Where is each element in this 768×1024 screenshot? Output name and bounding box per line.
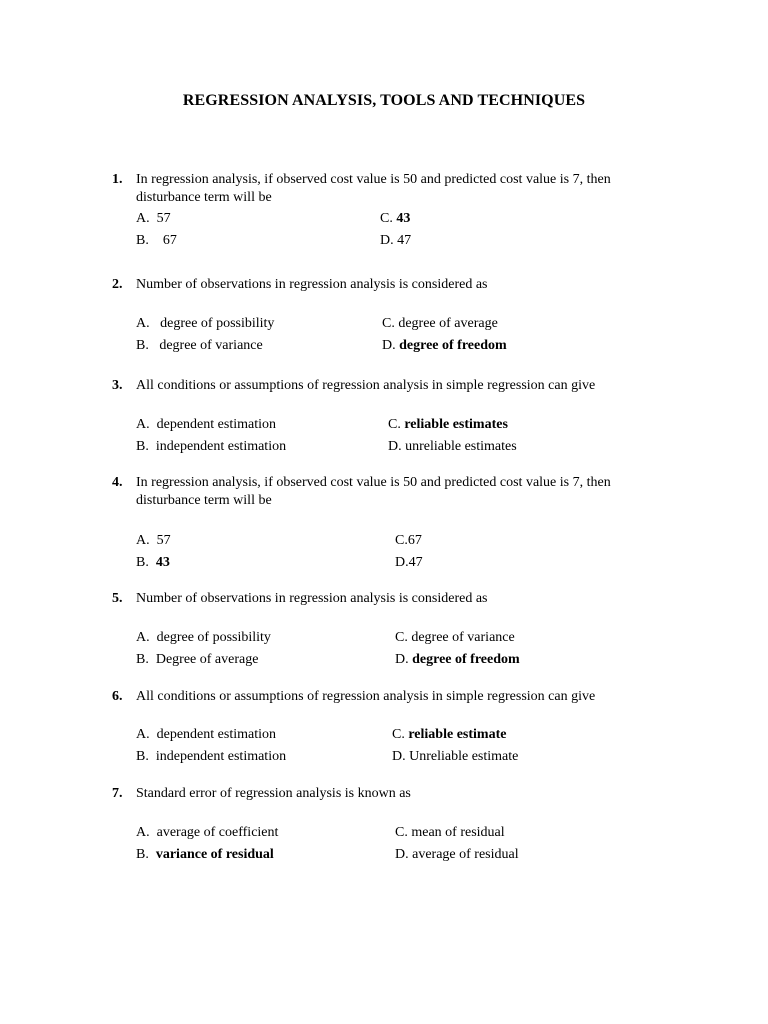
option-letter: C. <box>395 630 412 645</box>
option-b <box>136 438 286 456</box>
option-text: Degree of average <box>155 652 259 667</box>
option-c <box>392 726 506 744</box>
correct-answer-text: reliable estimate <box>408 727 507 742</box>
option-text: independent estimation <box>155 749 287 764</box>
option-b <box>136 232 177 250</box>
option-letter: D. <box>382 338 400 353</box>
option-letter: A. <box>136 727 157 742</box>
option-text: unreliable estimates <box>405 439 517 454</box>
question-text: All conditions or assumptions of regression analysis in simple regression can give <box>136 378 596 393</box>
option-letter: A. <box>136 825 157 840</box>
correct-answer-text: reliable estimates <box>404 417 508 432</box>
option-letter: A. <box>136 211 157 226</box>
option-text: independent estimation <box>155 439 287 454</box>
option-text: 67 <box>407 533 422 548</box>
option-letter: B. <box>136 555 156 570</box>
option-letter: B. <box>136 847 156 862</box>
option-d <box>382 337 507 355</box>
option-text: average of residual <box>412 847 519 862</box>
option-b <box>136 337 263 355</box>
option-d <box>388 438 517 456</box>
option-text: degree of variance <box>411 630 515 645</box>
option-d <box>380 232 411 250</box>
option-letter: C. <box>382 316 399 331</box>
option-text: average of coefficient <box>156 825 279 840</box>
option-c <box>395 532 422 550</box>
correct-answer-text: degree of freedom <box>399 338 507 353</box>
question-text: In regression analysis, if observed cost value is 50 and predicted cost value is 7, then disturbance term will be <box>136 172 611 205</box>
correct-answer-text: variance of residual <box>155 847 274 862</box>
option-a <box>136 315 274 333</box>
option-c <box>382 315 498 333</box>
option-letter: A. <box>136 417 157 432</box>
question-text: Standard error of regression analysis is known as <box>136 786 411 801</box>
option-letter: D. <box>395 652 413 667</box>
page-title: REGRESSION ANALYSIS, TOOLS AND TECHNIQUES <box>182 92 586 109</box>
question-number: 3. <box>112 378 123 393</box>
question-number: 6. <box>112 689 123 704</box>
option-d <box>392 748 518 766</box>
option-text: 57 <box>156 211 171 226</box>
option-letter: B. <box>136 233 163 248</box>
option-d <box>395 846 519 864</box>
question-text: All conditions or assumptions of regression analysis in simple regression can give <box>136 689 596 704</box>
option-text: mean of residual <box>411 825 505 840</box>
option-letter: B. <box>136 439 156 454</box>
option-letter: B. <box>136 652 156 667</box>
question-text: Number of observations in regression analysis is considered as <box>136 591 488 606</box>
question-number: 2. <box>112 277 123 292</box>
question-text: Number of observations in regression analysis is considered as <box>136 277 488 292</box>
option-b <box>136 651 258 669</box>
option-letter: A. <box>136 630 157 645</box>
option-letter: C. <box>380 211 397 226</box>
option-text: 47 <box>408 555 423 570</box>
question-text: In regression analysis, if observed cost value is 50 and predicted cost value is 7, then disturbance term will be <box>136 475 611 508</box>
option-a <box>136 726 276 744</box>
option-letter: C. <box>395 533 408 548</box>
option-a <box>136 629 271 647</box>
option-a <box>136 532 171 550</box>
option-text: 47 <box>397 233 412 248</box>
question-number: 7. <box>112 786 123 801</box>
option-text: degree of variance <box>159 338 263 353</box>
option-c <box>388 416 508 434</box>
question-number: 4. <box>112 475 123 490</box>
option-b <box>136 748 286 766</box>
option-letter: B. <box>136 749 156 764</box>
option-letter: D. <box>395 555 409 570</box>
option-letter: C. <box>388 417 405 432</box>
correct-answer-text: 43 <box>396 211 411 226</box>
option-text: dependent estimation <box>156 727 276 742</box>
option-text: dependent estimation <box>156 417 276 432</box>
option-d <box>395 651 520 669</box>
option-c <box>380 210 410 228</box>
option-text: degree of possibility <box>160 316 275 331</box>
option-text: degree of possibility <box>156 630 271 645</box>
option-a <box>136 416 276 434</box>
option-letter: A. <box>136 533 157 548</box>
option-text: degree of average <box>398 316 498 331</box>
option-d <box>395 554 423 572</box>
option-b <box>136 846 274 864</box>
option-b <box>136 554 170 572</box>
option-a <box>136 210 171 228</box>
option-c <box>395 824 505 842</box>
option-letter: C. <box>392 727 409 742</box>
option-letter: B. <box>136 338 160 353</box>
question-number: 5. <box>112 591 123 606</box>
option-a <box>136 824 278 842</box>
option-letter: D. <box>395 847 413 862</box>
option-letter: A. <box>136 316 161 331</box>
question-number: 1. <box>112 172 123 187</box>
option-c <box>395 629 515 647</box>
option-letter: D. <box>392 749 410 764</box>
option-text: Unreliable estimate <box>409 749 519 764</box>
correct-answer-text: degree of freedom <box>412 652 520 667</box>
option-letter: C. <box>395 825 412 840</box>
option-letter: D. <box>380 233 398 248</box>
option-letter: D. <box>388 439 406 454</box>
correct-answer-text: 43 <box>155 555 170 570</box>
option-text: 67 <box>162 233 177 248</box>
option-text: 57 <box>156 533 171 548</box>
